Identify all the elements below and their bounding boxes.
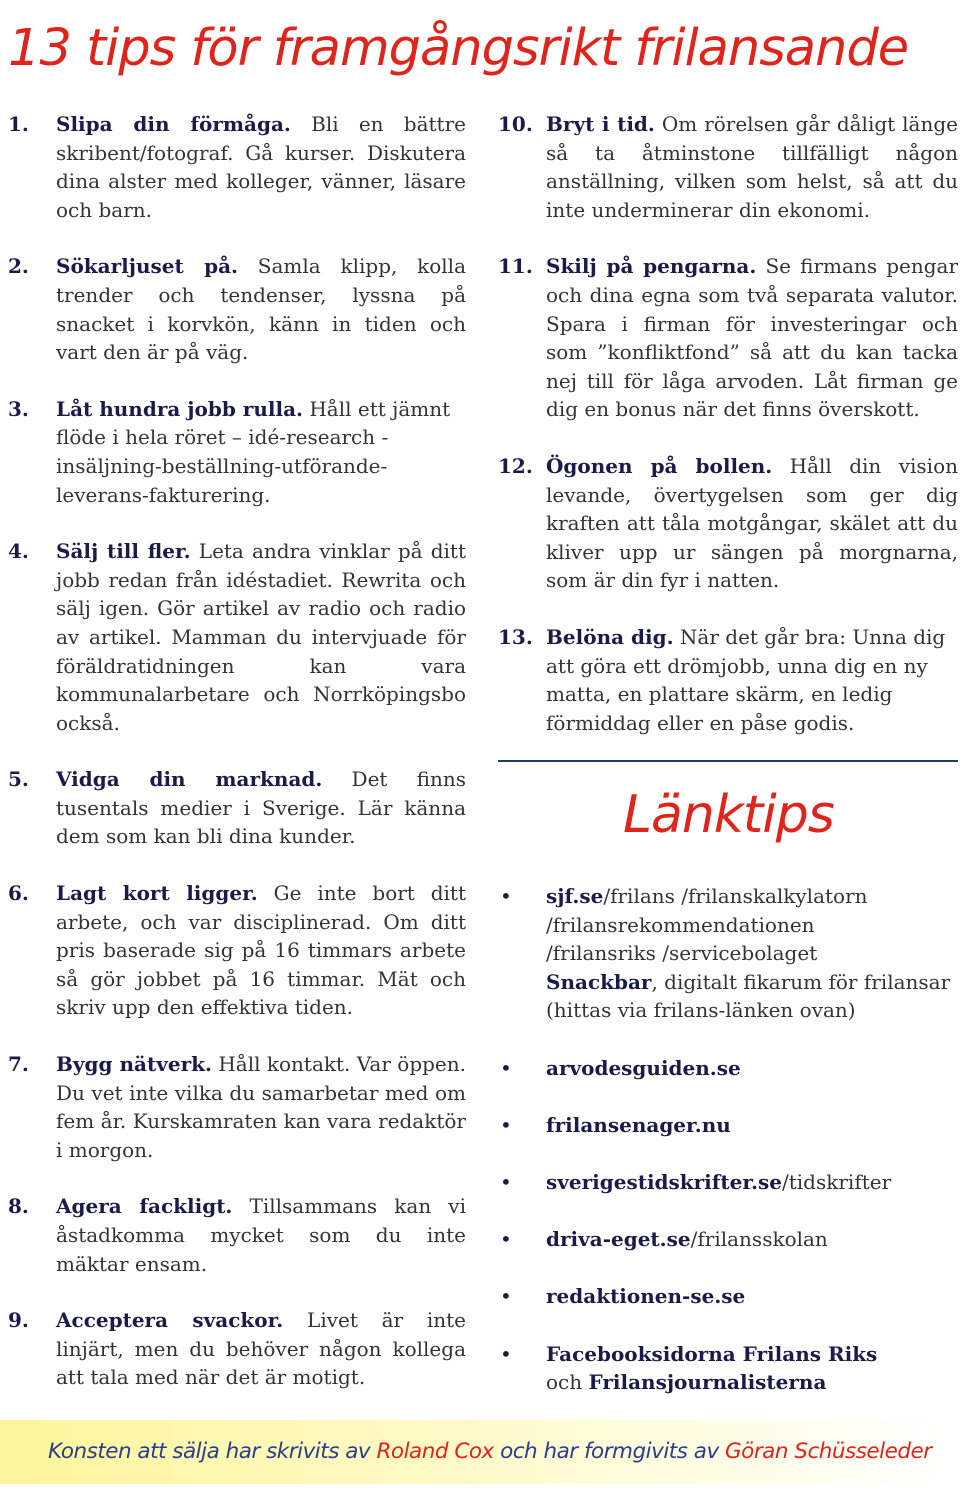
tip-heading: Låt hundra jobb rulla. xyxy=(56,396,303,421)
credits-part2: och har formgivits av xyxy=(493,1439,726,1464)
link-sjf-paths[interactable]: /frilansriks /servicebolaget xyxy=(546,941,818,966)
link-sjf-paths[interactable]: /frilans /frilanskalkylatorn xyxy=(603,884,868,908)
tips-column-left xyxy=(8,110,466,1420)
link-sjf-path[interactable]: /frilansrekommendationen xyxy=(546,912,815,937)
bullet-icon: • xyxy=(500,1055,512,1080)
page-title: 13 tips för framgångsrikt frilansande xyxy=(8,19,909,78)
bullet-icon: • xyxy=(500,1284,512,1309)
tip-item xyxy=(8,110,466,224)
tip-item xyxy=(498,110,958,224)
tip-number: 7. xyxy=(8,1052,29,1077)
tip-text: Bli en bättre skribent/fotograf. Gå kurser. Diskutera dina alster med kolleger, vänner, läsare och barn. xyxy=(56,112,466,222)
tip-number: 10. xyxy=(498,112,533,136)
tip-heading: Sälj till fler. xyxy=(56,539,191,564)
snackbar-label: Snackbar xyxy=(546,969,652,994)
tip-heading: Slipa din förmåga. xyxy=(56,112,291,136)
tip-heading: Bygg nätverk. xyxy=(56,1052,212,1077)
credits-text xyxy=(48,1428,932,1476)
tip-number: 3. xyxy=(8,396,29,421)
credits-part1: Konsten att sälja har skrivits av xyxy=(48,1439,377,1464)
link-item-arvodesguiden xyxy=(498,1054,958,1083)
tip-heading: Vidga din marknad. xyxy=(56,767,323,792)
tip-item xyxy=(8,1192,466,1278)
link-item-frilansenager xyxy=(498,1111,958,1140)
tip-number: 5. xyxy=(8,767,29,792)
tip-text: Se firmans pengar och dina egna som två separata valutor. Spara i firman för investeringar och som ”konfliktfond” så att du kan tacka nej till för låga arvoden. Låt firman ge dig en bonus när det finns överskott. xyxy=(546,254,959,422)
bullet-icon: • xyxy=(500,884,512,908)
tip-heading: Lagt kort ligger. xyxy=(56,881,258,906)
tip-text: Håll din vision levande, övertygelsen som ger dig kraften att tåla motgångar, skälet att du kliver upp ur sängen på morgnarna, som är din fyr i natten. xyxy=(546,453,958,593)
facebook-pages-name: Facebooksidorna Frilans Riks xyxy=(546,1341,878,1366)
tip-text: Håll kontakt. Var öppen. Du vet inte vilka du samarbetar med om fem år. Kurskamraten kan vara redaktör i morgon. xyxy=(56,1052,467,1162)
bullet-icon: • xyxy=(500,1169,512,1194)
tip-number: 9. xyxy=(8,1308,29,1333)
tip-text: Tillsammans kan vi åstadkomma mycket som du inte mäktar ensam. xyxy=(56,1194,466,1276)
link-sverigestidskrifter-path[interactable]: /tidskrifter xyxy=(782,1169,892,1194)
tip-heading: Bryt i tid. xyxy=(546,112,655,136)
tip-number: 2. xyxy=(8,254,29,279)
snackbar-description: , digitalt fikarum för frilansar (hittas via frilans-länken ovan) xyxy=(546,969,951,1023)
bullet-icon: • xyxy=(500,1112,512,1137)
tip-number: 11. xyxy=(498,254,533,279)
link-sverigestidskrifter[interactable]: sverigestidskrifter.se xyxy=(546,1169,782,1194)
credits-footer xyxy=(0,1420,960,1484)
tip-text: Det finns tusentals medier i Sverige. Lär känna dem som kan bli dina kunder. xyxy=(56,767,467,849)
tip-item xyxy=(8,1306,466,1392)
bullet-icon: • xyxy=(500,1341,512,1366)
tip-item xyxy=(498,452,958,595)
credits-author: Roland Cox xyxy=(376,1439,494,1464)
facebook-group-name: Frilansjournalisterna xyxy=(588,1370,827,1395)
link-item-sverigestidskrifter xyxy=(498,1168,958,1197)
links-heading: Länktips xyxy=(623,785,834,845)
tip-item xyxy=(8,395,466,509)
link-item-redaktionen xyxy=(498,1282,958,1311)
links-list xyxy=(498,882,958,1425)
tip-text: Leta andra vinklar på ditt jobb redan från idéstadiet. Rewrita och sälj igen. Gör artikel av radio och radio av artikel. Mamman du intervjuade för föräldratidningen kan vara kommunalarbetare och Norrköpingsbo också. xyxy=(56,539,467,735)
tip-number: 6. xyxy=(8,881,29,906)
tip-heading: Skilj på pengarna. xyxy=(546,254,757,279)
tip-text: När det går bra: Unna dig att göra ett drömjobb, unna dig en ny matta, en plattare skärm, en ledig förmiddag eller en påse godis. xyxy=(546,624,946,735)
tip-number: 12. xyxy=(498,453,533,478)
section-divider xyxy=(498,760,958,762)
tip-item xyxy=(8,1050,466,1164)
facebook-and: och xyxy=(546,1370,583,1395)
tip-heading: Ögonen på bollen. xyxy=(546,453,773,478)
tip-item xyxy=(8,765,466,851)
link-item-facebook xyxy=(498,1340,958,1397)
bullet-icon: • xyxy=(500,1227,512,1252)
tip-item xyxy=(498,252,958,424)
tip-item xyxy=(8,252,466,366)
tip-item xyxy=(498,623,958,737)
tip-number: 8. xyxy=(8,1194,29,1219)
tip-number: 13. xyxy=(498,624,533,649)
tip-item xyxy=(8,879,466,1022)
tip-heading: Sökarljuset på. xyxy=(56,254,239,279)
tip-text: Livet är inte linjärt, men du behöver någon kollega att tala med när det är motigt. xyxy=(56,1308,467,1390)
tip-number: 1. xyxy=(8,112,29,136)
tip-heading: Belöna dig. xyxy=(546,624,674,649)
link-drivaeget[interactable]: driva-eget.se xyxy=(546,1227,691,1252)
link-redaktionen[interactable]: redaktionen-se.se xyxy=(546,1284,746,1309)
tip-heading: Acceptera svackor. xyxy=(56,1308,284,1333)
tip-text: Ge inte bort ditt arbete, och var disciplinerad. Om ditt pris baserade sig på 16 timmars arbete så gör jobbet på 16 timmar. Mät och skriv upp den effektiva tiden. xyxy=(56,881,466,1020)
tip-text: Om rörelsen går dåligt länge så ta åtminstone tillfälligt någon anställning, vilken som helst, så att du inte underminerar din ekonomi. xyxy=(546,112,958,222)
link-frilansenager[interactable]: frilansenager.nu xyxy=(546,1112,731,1137)
tip-number: 4. xyxy=(8,539,29,564)
link-sjf[interactable]: sjf.se xyxy=(546,884,604,908)
tip-item xyxy=(8,537,466,737)
link-arvodesguiden[interactable]: arvodesguiden.se xyxy=(546,1055,741,1080)
tip-heading: Agera fackligt. xyxy=(56,1194,233,1219)
link-item-drivaeget xyxy=(498,1225,958,1254)
tip-text: Håll ett jämnt flöde i hela röret – idé-research -insäljning-beställning-utförande-leverans-fakturering. xyxy=(56,396,451,507)
tips-column-right xyxy=(498,110,958,765)
credits-designer: Göran Schüsseleder xyxy=(725,1439,932,1464)
tip-text: Samla klipp, kolla trender och tendenser, lyssna på snacket i korvkön, känn in tiden och vart den är på väg. xyxy=(56,254,466,365)
link-item-sjf xyxy=(498,882,958,1025)
link-drivaeget-path[interactable]: /frilansskolan xyxy=(690,1227,828,1252)
